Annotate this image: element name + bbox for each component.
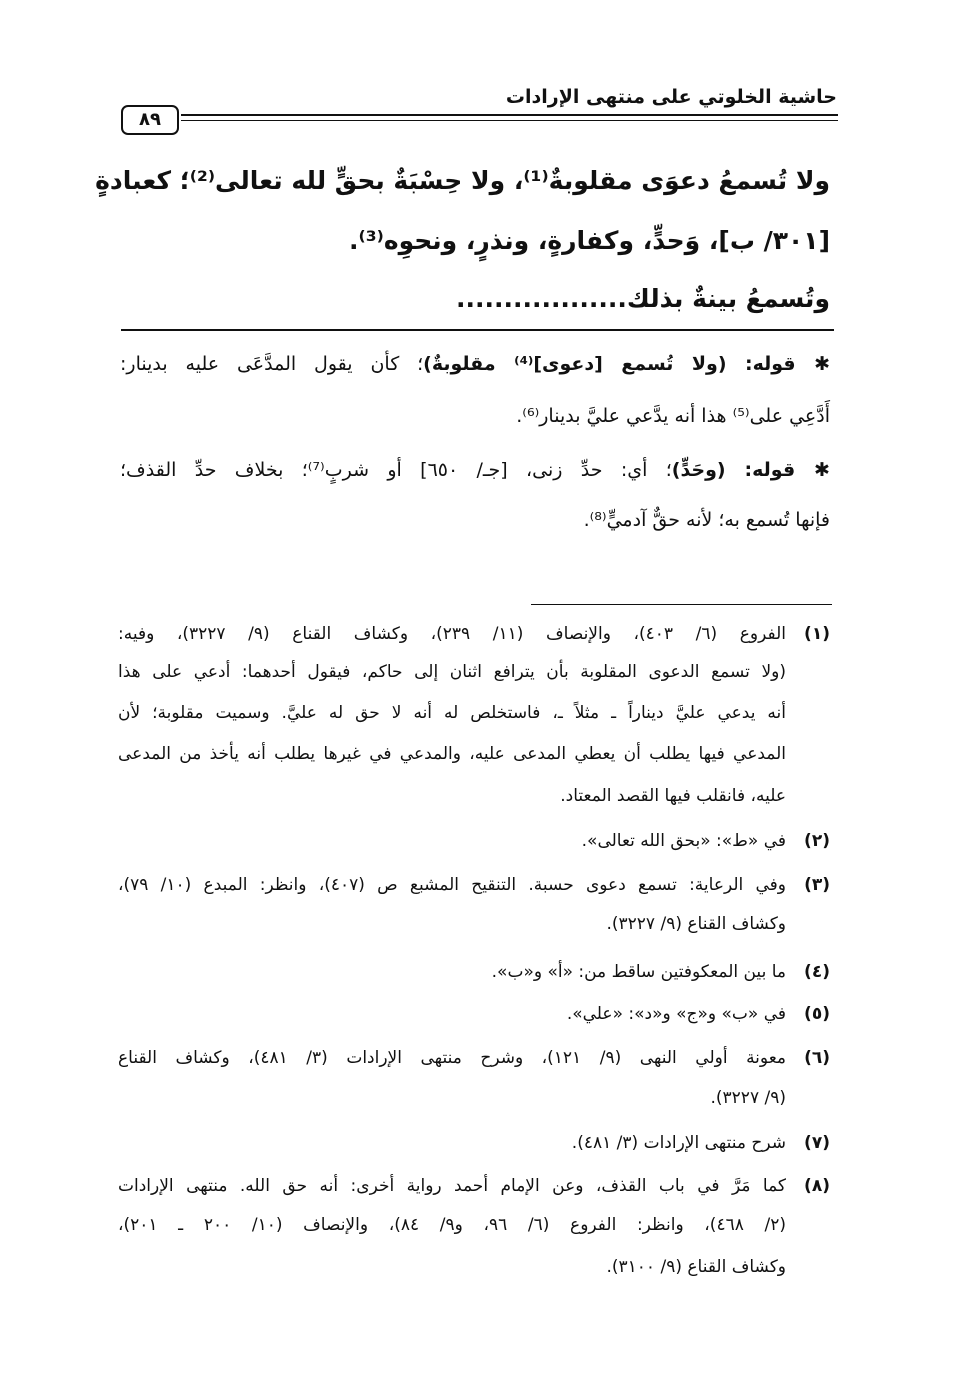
asterisk-icon: ✱ <box>795 459 830 481</box>
main-text-line-1: ولا تُسمعُ دعوَى مقلوبةٌ⁽¹⁾، ولا حِسْبَةٌ بحقٍّ لله تعالى⁽²⁾؛ كعبادةٍ <box>95 166 830 195</box>
footnote-1-line-1 <box>118 624 830 644</box>
footnote-separator <box>531 604 832 605</box>
running-header-title: حاشية الخلوتي على منتهى الإرادات <box>505 86 837 108</box>
footnote-number: (٥) <box>804 1004 830 1024</box>
main-text-rule <box>121 329 834 331</box>
commentary-p2-line-2: فإنها تُسمع به؛ لأنه حقٌّ آدميٍّ⁽⁸⁾. <box>583 509 830 531</box>
asterisk-icon: ✱ <box>795 353 830 375</box>
commentary-p1-lead: قوله: (ولا تُسمع [دعوى]⁽⁴⁾ مقلوبةٌ) <box>423 353 796 375</box>
footnote-number: (٦) <box>804 1048 831 1068</box>
footnote-text: الفروع (٦/ ٤٠٣)، والإنصاف (١١/ ٢٣٩)، وكشاف القناع (٩/ ٣٢٢٧)، وفيه: <box>118 624 786 644</box>
footnote-number: (١) <box>804 624 830 644</box>
footnote-7 <box>572 1133 830 1153</box>
header-rule-thick <box>181 114 838 116</box>
footnote-1-line-5: عليه، فانقلب فيها القصد المعتاد. <box>560 786 786 806</box>
footnote-3-line-2: وكشاف القناع (٩/ ٣٢٢٧). <box>606 914 786 934</box>
footnote-text: ما بين المعكوفتين ساقط من: «أ» و«ب». <box>491 962 786 982</box>
footnote-1-line-4: المدعي فيها يطلب أن يعطي المدعى عليه، والمدعي في غيرها يطلب أنه يأخذ من المدعى <box>118 744 786 764</box>
footnote-text: في «ب» و«ج» و«د»: «علي». <box>566 1004 786 1024</box>
commentary-p2-rest: ؛ أي: حدِّ زنى، [جـ/ ٦٥٠] أو شربٍ⁽⁷⁾؛ بخلاف حدِّ القذف؛ <box>120 459 672 481</box>
footnote-8-line-2: (٢/ ٤٦٨)، وانظر: الفروع (٦/ ٩٦، و٩/ ٨٤)، والإنصاف (١٠/ ٢٠٠ ـ ٢٠١)، <box>118 1215 787 1235</box>
footnote-8-line-3: وكشاف القناع (٩/ ٣١٠٠). <box>606 1257 786 1277</box>
footnote-6-line-1 <box>118 1048 830 1068</box>
commentary-p2-lead: قوله: (وحَدٍّ) <box>671 459 796 481</box>
footnote-8-line-1 <box>118 1176 830 1196</box>
footnote-text: في «ط»: «بحق الله تعالى». <box>581 831 786 851</box>
footnote-1-line-3: أنه يدعي عليَّ ديناراً ـ مثلاً ـ، فاستخلص له أنه لا حق له عليَّ. وسميت مقلوبة؛ لأن <box>118 703 786 723</box>
commentary-p1-rest: ؛ كأن يقول المدَّعَى عليه بدينار: <box>120 353 424 375</box>
footnote-3-line-1 <box>118 875 830 895</box>
footnote-number: (٤) <box>804 962 830 982</box>
footnote-number: (٨) <box>804 1176 830 1196</box>
commentary-p2-line-1 <box>120 459 830 481</box>
header-rule-thin <box>181 120 838 121</box>
footnote-text: معونة أولي النهى (٩/ ١٢١)، وشرح منتهى الإرادات (٣/ ٤٨١)، وكشاف القناع <box>118 1048 787 1068</box>
footnote-text: شرح منتهى الإرادات (٣/ ٤٨١). <box>571 1133 786 1153</box>
page-number-badge: ٨٩ <box>121 105 179 135</box>
footnote-text: كما مَرَّ في باب القذف، وعن الإمام أحمد رواية أخرى: أنه حق الله. منتهى الإرادات <box>118 1176 786 1196</box>
footnote-2 <box>582 831 830 851</box>
footnote-number: (٢) <box>804 831 830 851</box>
footnote-5 <box>567 1004 830 1024</box>
footnote-1-line-2: (ولا تسمع الدعوى المقلوبة بأن يترافع اثنان إلى حاكم، فيقول أحدهما: أدعي على هذا <box>118 662 786 682</box>
main-text-line-3-text: وتُسمعُ بينةٌ بذلك <box>626 284 830 313</box>
footnote-number: (٣) <box>804 875 831 895</box>
footnote-text: وفي الرعاية: تسمع دعوى حسبة. التنقيح المشبع ص (٤٠٧)، وانظر: المبدع (١٠/ ٧٩)، <box>118 875 787 895</box>
main-text-line-3 <box>456 284 830 313</box>
footnote-number: (٧) <box>804 1133 830 1153</box>
commentary-p1-line-1 <box>120 353 830 375</box>
ellipsis-dots: .................. <box>455 284 627 313</box>
main-text-line-2: [٣٠١/ ب]، وَحدٍّ، وكفارةٍ، ونذرٍ، ونحوِه⁽³⁾. <box>348 226 830 255</box>
commentary-p1-line-2: أَدَّعِي على⁽⁵⁾ هذا أنه يدَّعي عليَّ بدينار⁽⁶⁾. <box>516 405 830 427</box>
footnote-4 <box>492 962 830 982</box>
footnote-6-line-2: (٩/ ٣٢٢٧). <box>710 1088 786 1108</box>
